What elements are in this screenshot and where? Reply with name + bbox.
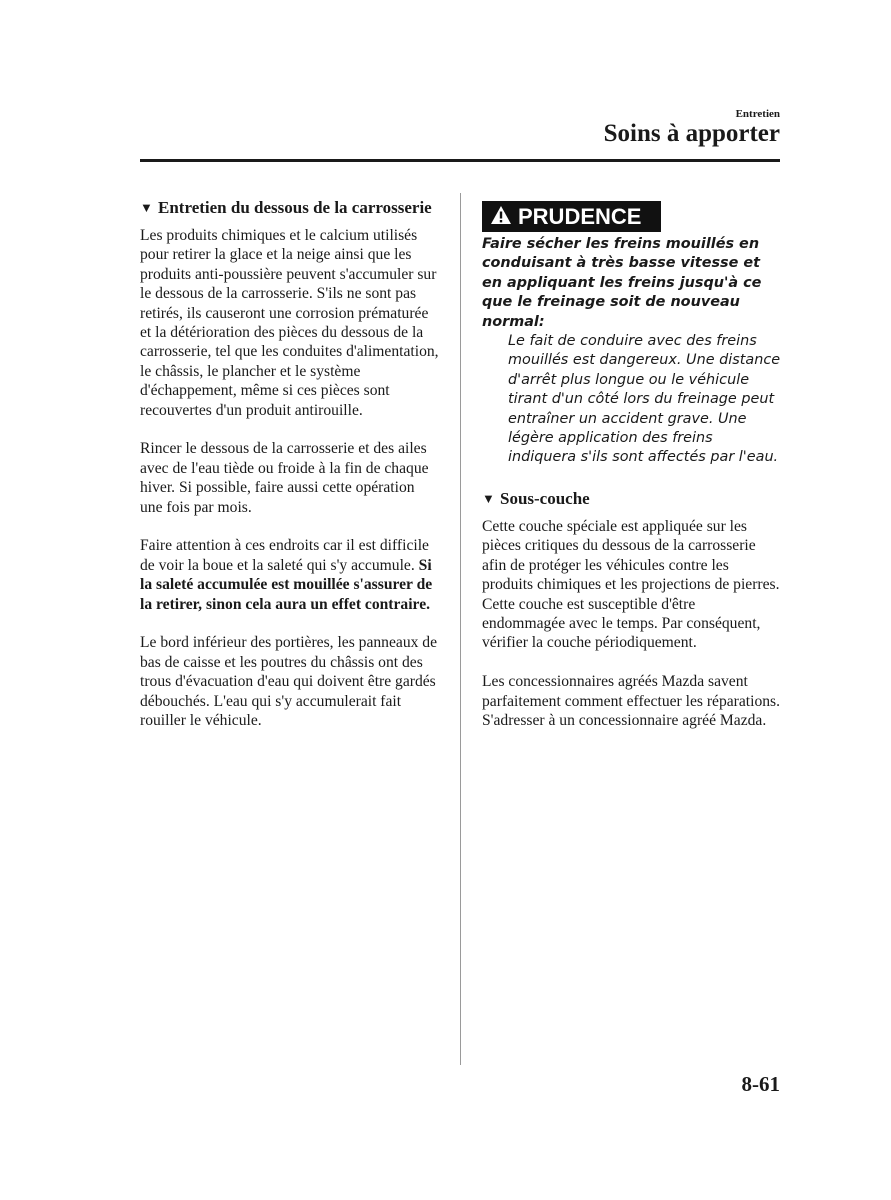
paragraph: Rincer le dessous de la carrosserie et des ailes avec de l'eau tiède ou froide à la fin de chaque hiver. Si possible, faire aussi cette opération une fois par mois. — [140, 440, 429, 516]
paragraph — [140, 536, 440, 614]
caution-box — [482, 235, 782, 468]
section-heading-text: Sous-couche — [500, 488, 590, 508]
page-number: 8-61 — [741, 1072, 780, 1096]
caution-label: PRUDENCE — [518, 203, 642, 229]
right-paragraphs — [482, 517, 782, 730]
right-column — [482, 197, 782, 730]
triangle-bullet-icon: ▼ — [140, 200, 153, 215]
left-paragraphs — [140, 226, 440, 731]
caution-body: Le fait de conduire avec des freins mouillés est dangereux. Une distance d'arrêt plus longue ou le véhicule tirant d'un côté lors du freinage peut entraîner un accident grave. Une légère application des freins indiquera s'ils sont affectés par l'eau. — [508, 333, 781, 466]
column-divider — [460, 193, 461, 1065]
paragraph-bold-text: Si la saleté accumulée est mouillée s'assurer de la retirer, sinon cela aura un effet contraire. — [140, 556, 433, 613]
section-heading-undercoat — [482, 488, 782, 509]
header-section-label: Entretien — [735, 108, 780, 120]
page-title: Soins à apporter — [603, 120, 780, 147]
section-heading-text: Entretien du dessous de la carrosserie — [158, 198, 432, 217]
caution-badge — [482, 201, 661, 232]
triangle-bullet-icon: ▼ — [482, 490, 495, 506]
section-heading-underbody — [140, 197, 440, 218]
paragraph: Les concessionnaires agréés Mazda savent parfaitement comment effectuer les réparations. S'adresser à un concessionnaire agréé Mazda. — [482, 673, 781, 729]
paragraph-text: Faire attention à ces endroits car il est difficile de voir la boue et la saleté qui s'y accumule. — [140, 537, 429, 574]
paragraph: Cette couche spéciale est appliquée sur les pièces critiques du dessous de la carrosserie afin de protéger les véhicules contre les produits chimiques et les projections de pierres. Cette couche est susceptible d'être endommagée avec le temps. Par conséquent, vérifier la couche périodiquement. — [482, 517, 780, 652]
paragraph: Le bord inférieur des portières, les panneaux de bas de caisse et les poutres du châssis ont des trous d'évacuation d'eau qui doivent être gardés débouchés. L'eau qui s'y accumulerait fait rouiller le véhicule. — [140, 634, 438, 730]
caution-lead: Faire sécher les freins mouillés en conduisant à très basse vitesse et en appliquant les freins jusqu'à ce que le freinage soit de nouveau normal: — [482, 236, 762, 330]
warning-triangle-icon — [490, 205, 512, 227]
paragraph: Les produits chimiques et le calcium utilisés pour retirer la glace et la neige ainsi que les produits anti-poussière peuvent s'accumuler sur le dessous de la carrosserie. S'ils ne sont pas retirés, ils causeront une corrosion prématurée et la détérioration des pièces du dessous de la carrosserie, tel que les conduites d'alimentation, le châssis, le plancher et le système d'échappement, même si ces pièces sont recouvertes d'un produit antirouille. — [140, 227, 439, 419]
header-rule — [140, 159, 780, 162]
left-column — [140, 197, 440, 731]
